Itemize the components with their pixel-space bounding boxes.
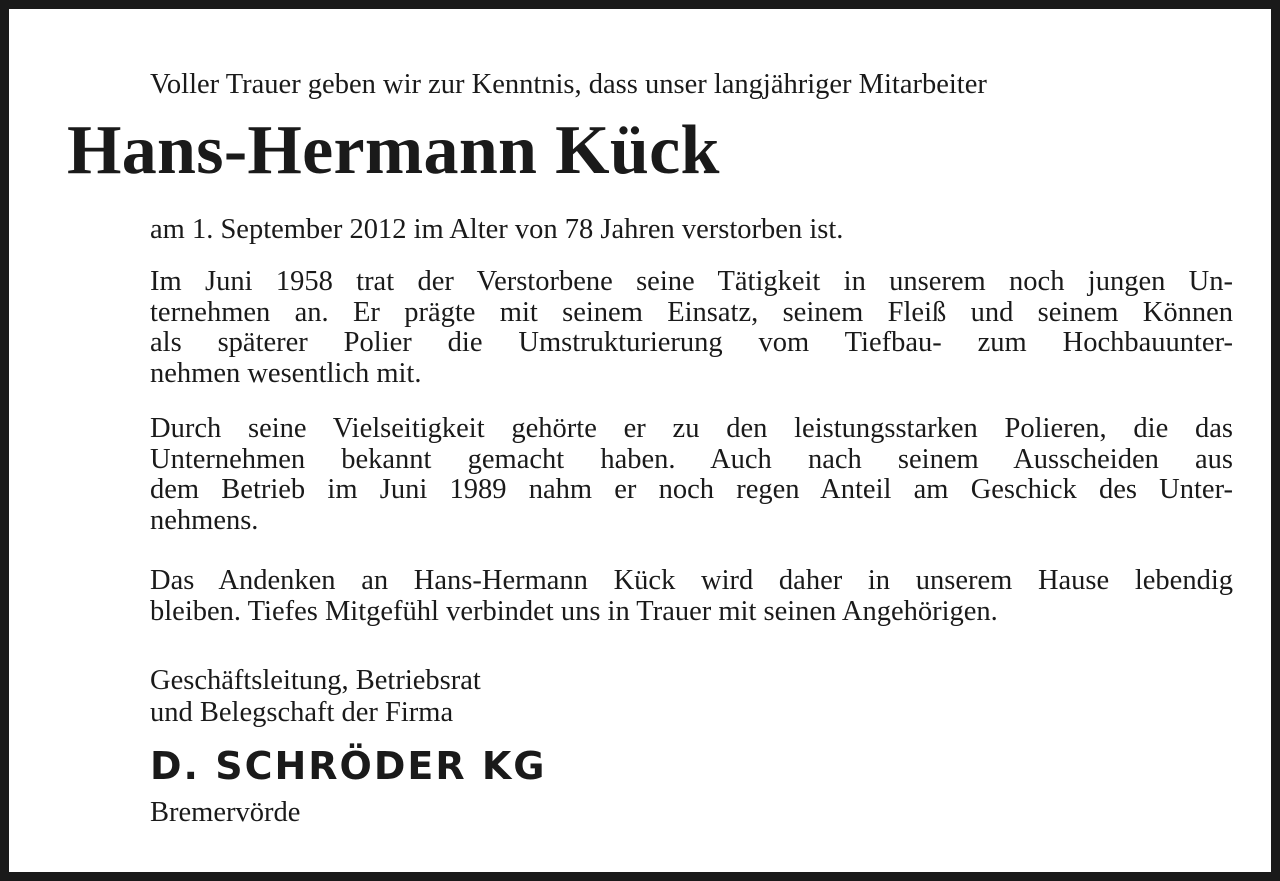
company-city: Bremervörde bbox=[150, 797, 301, 828]
paragraph-line: Unternehmen bekannt gemacht haben. Auch nach seinem Ausscheiden aus bbox=[150, 443, 1233, 475]
paragraph-line: bleiben. Tiefes Mitgefühl verbindet uns in Trauer mit seinen Angehörigen. bbox=[150, 595, 998, 627]
death-date-line: am 1. September 2012 im Alter von 78 Jahren verstorben ist. bbox=[150, 214, 844, 245]
paragraph-line: nehmen wesentlich mit. bbox=[150, 357, 422, 389]
paragraph-line: als späterer Polier die Umstrukturierung vom Tiefbau- zum Hochbauunter- bbox=[150, 327, 1233, 358]
paragraph-line: nehmens. bbox=[150, 504, 259, 536]
deceased-name: Hans-Hermann Kück bbox=[67, 112, 720, 189]
signature-block bbox=[150, 665, 481, 729]
paragraph-remembrance bbox=[150, 566, 1233, 627]
signature-line: und Belegschaft der Firma bbox=[150, 697, 454, 728]
signature-line: Geschäftsleitung, Betriebsrat bbox=[150, 665, 481, 696]
paragraph-line: Im Juni 1958 trat der Verstorbene seine Tätigkeit in unserem noch jungen Un- bbox=[150, 266, 1233, 297]
company-name: D. SCHRÖDER KG bbox=[150, 744, 547, 788]
paragraph-line: Durch seine Vielseitigkeit gehörte er zu den leistungsstarken Polieren, die das bbox=[150, 413, 1233, 444]
paragraph-line: Das Andenken an Hans-Hermann Kück wird daher in unserem Hause lebendig bbox=[150, 565, 1233, 596]
paragraph-versatility bbox=[150, 414, 1233, 536]
paragraph-career bbox=[150, 267, 1233, 389]
intro-text: Voller Trauer geben wir zur Kenntnis, dass unser langjähriger Mitarbeiter bbox=[150, 69, 987, 100]
paragraph-line: dem Betrieb im Juni 1989 nahm er noch regen Anteil am Geschick des Unter- bbox=[150, 474, 1233, 505]
paragraph-line: ternehmen an. Er prägte mit seinem Einsatz, seinem Fleiß und seinem Können bbox=[150, 296, 1233, 328]
